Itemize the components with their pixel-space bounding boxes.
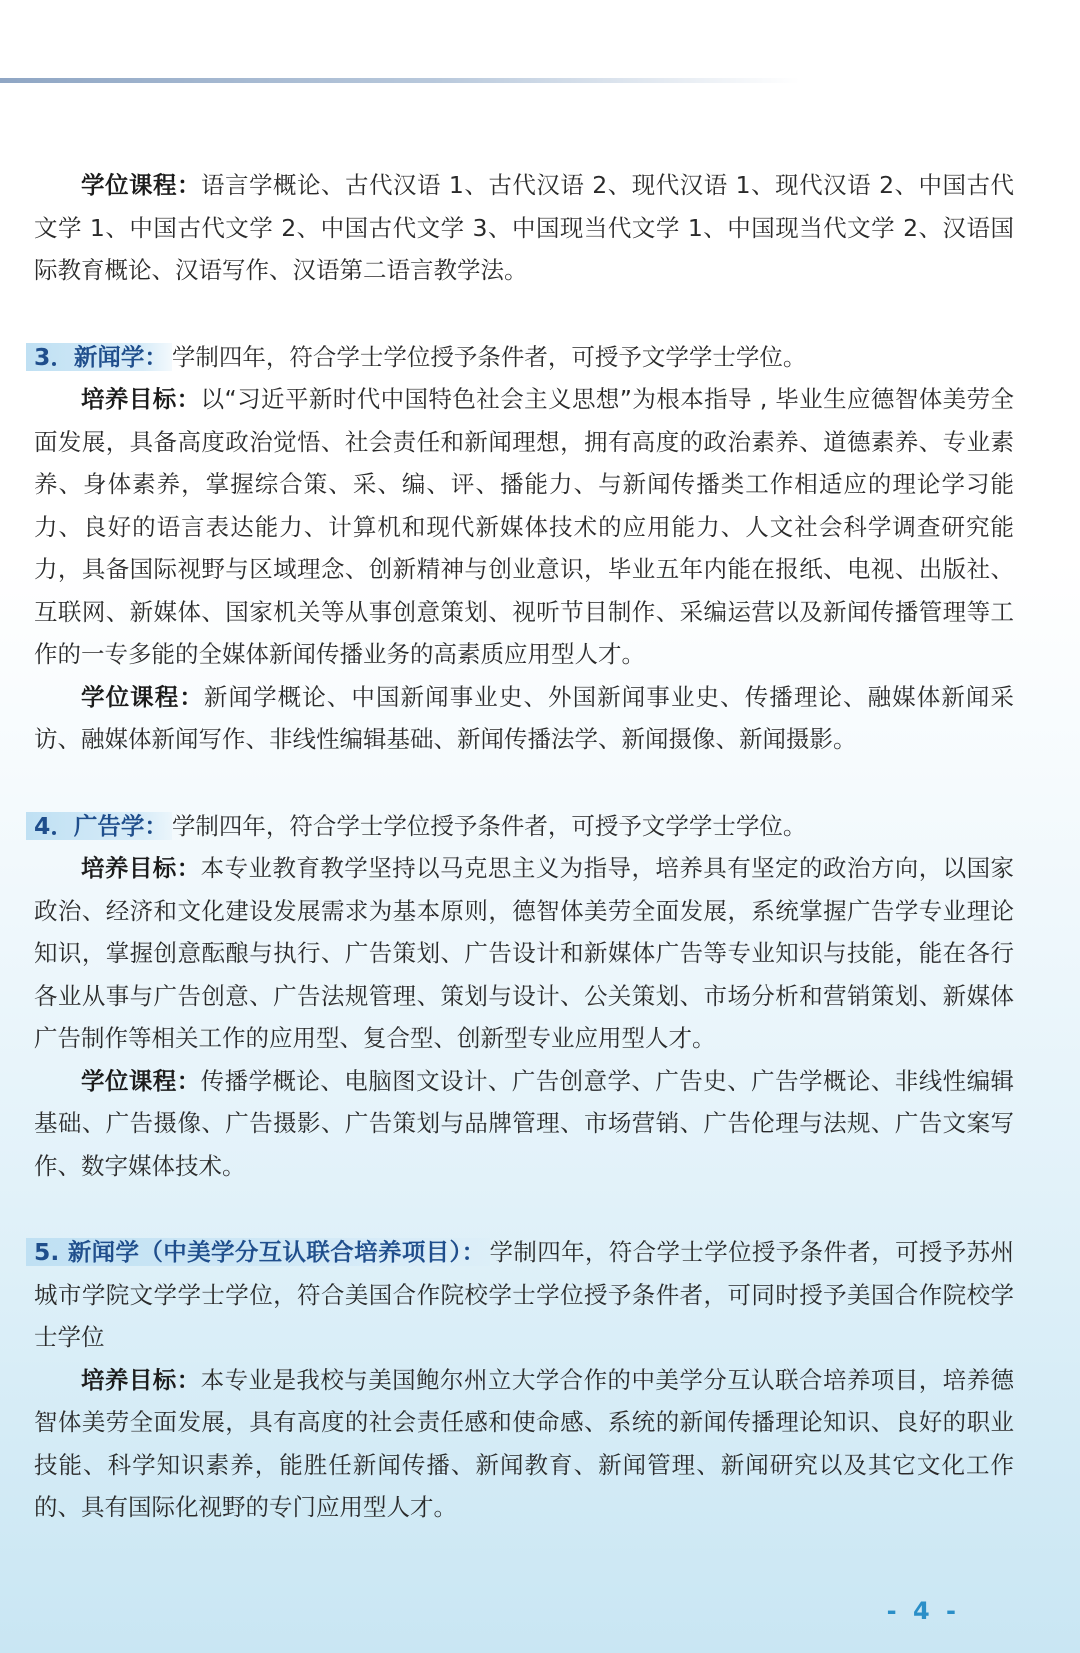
advertising-courses-paragraph	[34, 1060, 1014, 1188]
goal-text: 本专业是我校与美国鲍尔州立大学合作的中美学分互认联合培养项目，培养德智体美劳全面发展，具有高度的社会责任感和使命感、系统的新闻传播理论知识、良好的职业技能、科学知识素养，能胜任新闻传播、新闻教育、新闻管理、新闻研究以及其它文化工作的、具有国际化视野的专门应用型人才。	[34, 1365, 1014, 1521]
goal-text: 以“习近平新时代中国特色社会主义思想”为根本指导 , 毕业生应德智体美劳全面发展，具备高度政治觉悟、社会责任和新闻理想，拥有高度的政治素养、道德素养、专业素养、身体素养，掌握综合策、采、编、评、播能力、与新闻传播类工作相适应的理论学习能力、良好的语言表达能力、计算机和现代新媒体技术的应用能力、人文社会科学调查研究能力，具备国际视野与区域理念、创新精神与创业意识，毕业五年内能在报纸、电视、出版社、互联网、新媒体、国家机关等从事创意策划、视听节目制作、采编运营以及新闻传播管理等工作的一专多能的全媒体新闻传播业务的高素质应用型人才。	[34, 385, 1014, 668]
goal-label: 培养目标：	[81, 385, 201, 413]
journalism-goal-paragraph	[34, 378, 1014, 676]
courses-text: 语言学概论、古代汉语 1、古代汉语 2、现代汉语 1、现代汉语 2、中国古代文学 1、中国古代文学 2、中国古代文学 3、中国现当代文学 1、中国现当代文学 2、汉语国际教育概论、汉语写作、汉语第二语言教学法。	[34, 171, 1015, 284]
section-heading-sino-us: 5. 新闻学（中美学分互认联合培养项目）：	[26, 1238, 490, 1266]
courses-text: 新闻学概论、中国新闻事业史、外国新闻事业史、传播理论、融媒体新闻采访、融媒体新闻写作、非线性编辑基础、新闻传播法学、新闻摄像、新闻摄影。	[34, 682, 1014, 753]
document-body	[34, 164, 1014, 1529]
sino-us-intro: 学制四年，符合学士学位授予条件者，可授予苏州城市学院文学学士学位，符合美国合作院校学士学位授予条件者，可同时授予美国合作院校学士学位	[34, 1238, 1014, 1351]
journalism-courses-paragraph	[34, 676, 1014, 761]
goal-label: 培养目标：	[81, 854, 201, 882]
sino-us-heading-paragraph	[34, 1231, 1014, 1359]
page-number: - 4 -	[886, 1597, 960, 1625]
journalism-heading-paragraph	[34, 336, 1014, 379]
advertising-intro: 学制四年，符合学士学位授予条件者，可授予文学学士学位。	[171, 811, 807, 840]
courses-text: 传播学概论、电脑图文设计、广告创意学、广告史、广告学概论、非线性编辑基础、广告摄像、广告摄影、广告策划与品牌管理、市场营销、广告伦理与法规、广告文案写作、数字媒体技术。	[34, 1066, 1014, 1180]
courses-label: 学位课程：	[81, 1066, 201, 1095]
top-rule	[0, 78, 800, 83]
advertising-heading-paragraph	[34, 805, 1014, 848]
courses-label: 学位课程：	[81, 171, 201, 199]
courses-label: 学位课程：	[81, 682, 204, 711]
sino-us-goal-paragraph	[34, 1359, 1014, 1529]
chinese-courses-paragraph	[34, 164, 1014, 292]
section-heading-advertising: 4．广告学：	[26, 812, 172, 840]
goal-label: 培养目标：	[81, 1365, 201, 1394]
journalism-intro: 学制四年，符合学士学位授予条件者，可授予文学学士学位。	[171, 342, 807, 371]
goal-text: 本专业教育教学坚持以马克思主义为指导，培养具有坚定的政治方向，以国家政治、经济和文化建设发展需求为基本原则，德智体美劳全面发展，系统掌握广告学专业理论知识，掌握创意酝酿与执行、广告策划、广告设计和新媒体广告等专业知识与技能，能在各行各业从事与广告创意、广告法规管理、策划与设计、公关策划、市场分析和营销策划、新媒体广告制作等相关工作的应用型、复合型、创新型专业应用型人才。	[34, 854, 1014, 1052]
section-heading-journalism: 3．新闻学：	[26, 343, 172, 371]
advertising-goal-paragraph	[34, 847, 1014, 1060]
